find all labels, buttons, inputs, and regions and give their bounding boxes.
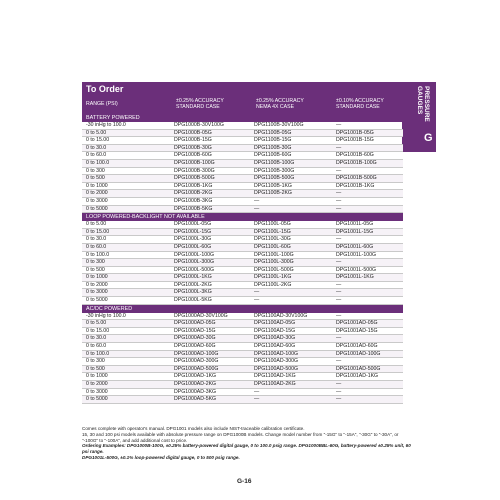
- cell-standard-010: DPG1001L-100G: [336, 251, 377, 258]
- cell-range: 0 to 300: [86, 167, 105, 174]
- cell-standard-010: —: [336, 281, 342, 288]
- cell-standard-025: DPG1000AD-2KG: [174, 381, 217, 387]
- cell-standard-010: DPG1001B-500G: [336, 175, 377, 182]
- table-row: [82, 152, 403, 160]
- cell-range: 0 to 5000: [86, 396, 108, 403]
- cell-standard-010: —: [336, 144, 342, 151]
- table-row: [82, 198, 403, 206]
- table-row: [82, 396, 403, 404]
- table-row: [82, 351, 403, 359]
- cell-standard-010: DPG1001B-60G: [336, 152, 374, 159]
- cell-range: 0 to 2000: [86, 281, 108, 288]
- cell-range: 0 to 1000: [86, 373, 108, 380]
- to-order-table: [82, 82, 403, 404]
- cell-range: 0 to 15.00: [86, 327, 110, 334]
- cell-standard-025: DPG1000B-500G: [174, 175, 215, 182]
- cell-range: 0 to 3000: [86, 289, 108, 296]
- cell-standard-010: DPG1001L-1KG: [336, 274, 374, 281]
- footnote-3: Ordering Examples: DPG1000B-100G, ±0.25% battery-powered digital gauge, 0 to 100.0 psig range. DPG1000BBL-60G, battery-powered ±0.25% unit, 60 psi range.: [82, 443, 411, 455]
- cell-nema-025: DPG1100L-30G: [254, 236, 291, 243]
- cell-range: 0 to 30.0: [86, 236, 107, 243]
- cell-standard-025: DPG1000L-5KG: [174, 297, 212, 304]
- cell-standard-025: DPG1000B-300G: [174, 167, 215, 174]
- cell-range: 0 to 2000: [86, 190, 108, 197]
- table-row: [82, 267, 403, 275]
- cell-standard-010: DPG1001AD-05G: [336, 320, 378, 327]
- cell-nema-025: DPG1100L-60G: [254, 243, 291, 250]
- cell-range: 0 to 3000: [86, 388, 108, 395]
- cell-range: 0 to 500: [86, 365, 105, 372]
- section-tab-pressure-gauges: [402, 82, 436, 152]
- cell-standard-010: —: [336, 167, 342, 174]
- cell-nema-025: DPG1100AD-1KG: [254, 373, 296, 380]
- cell-range: 0 to 100.0: [86, 251, 110, 258]
- cell-nema-025: —: [254, 197, 260, 204]
- table-row: [82, 229, 403, 237]
- cell-standard-010: —: [336, 122, 342, 128]
- cell-nema-025: —: [254, 396, 260, 403]
- cell-standard-010: DPG1001B-1KG: [336, 182, 375, 189]
- table-row: [82, 335, 403, 343]
- table-row: [82, 244, 403, 252]
- header-standard-025: ±0.25% ACCURACY STANDARD CASE: [176, 98, 224, 110]
- cell-standard-025: DPG1000L-300G: [174, 259, 215, 266]
- cell-standard-025: DPG1000B-60G: [174, 152, 212, 159]
- cell-range: 0 to 15.00: [86, 137, 110, 144]
- cell-range: -30 inHg to 100.0: [86, 312, 126, 319]
- table-body: [82, 114, 403, 404]
- cell-standard-025: DPG1000B-3KG: [174, 197, 213, 204]
- cell-nema-025: DPG1100B-30V100G: [254, 122, 304, 128]
- table-row: [82, 206, 403, 214]
- cell-standard-010: —: [336, 197, 342, 204]
- cell-nema-025: DPG1100L-500G: [254, 266, 294, 273]
- cell-nema-025: DPG1100L-2KG: [254, 281, 292, 288]
- table-row: [82, 175, 403, 183]
- table-row: [82, 160, 403, 168]
- cell-standard-025: DPG1000AD-5KG: [174, 396, 217, 403]
- cell-standard-010: —: [336, 289, 342, 296]
- section-header: AC/DC POWERED: [82, 305, 403, 313]
- cell-nema-025: DPG1100AD-2KG: [254, 381, 296, 387]
- cell-range: 0 to 30.0: [86, 144, 107, 151]
- cell-range: 0 to 300: [86, 358, 105, 365]
- cell-standard-025: DPG1000L-30G: [174, 236, 212, 243]
- cell-standard-025: DPG1000L-500G: [174, 266, 215, 273]
- cell-nema-025: DPG1100B-30G: [254, 144, 292, 151]
- section-tab-label: PRESSURE GAUGES: [416, 86, 430, 122]
- table-row: [82, 381, 403, 389]
- cell-standard-025: DPG1000AD-15G: [174, 327, 216, 334]
- cell-range: -30 inHg to 100.0: [86, 122, 126, 128]
- table-row: [82, 358, 403, 366]
- cell-standard-025: DPG1000L-3KG: [174, 289, 212, 296]
- table-row: [82, 145, 403, 153]
- cell-range: 0 to 60.0: [86, 343, 107, 350]
- cell-nema-025: DPG1100AD-30V100G: [254, 312, 308, 319]
- table-row: [82, 183, 403, 191]
- cell-standard-010: DPG1001L-60G: [336, 243, 374, 250]
- section-rows: [82, 122, 403, 213]
- cell-range: 0 to 5.00: [86, 320, 107, 327]
- cell-standard-025: DPG1000B-30V100G: [174, 122, 224, 128]
- cell-nema-025: DPG1100B-2KG: [254, 190, 292, 197]
- cell-standard-010: DPG1001AD-60G: [336, 343, 378, 350]
- cell-nema-025: DPG1100AD-300G: [254, 358, 299, 365]
- cell-standard-025: DPG1000B-2KG: [174, 190, 213, 197]
- table-row: [82, 221, 403, 229]
- cell-standard-025: DPG1000L-2KG: [174, 281, 212, 288]
- cell-standard-010: —: [336, 236, 342, 243]
- cell-range: 0 to 60.0: [86, 152, 107, 159]
- cell-range: 0 to 1000: [86, 274, 108, 281]
- cell-standard-010: —: [336, 297, 342, 304]
- cell-standard-010: DPG1001L-500G: [336, 266, 377, 273]
- section-header: LOOP POWERED-BACKLIGHT NOT AVAILABLE: [82, 213, 403, 221]
- cell-range: 0 to 30.0: [86, 335, 107, 342]
- cell-nema-025: DPG1100L-15G: [254, 228, 291, 235]
- cell-range: 0 to 500: [86, 175, 105, 182]
- header-nema-025: ±0.25% ACCURACY NEMA 4X CASE: [256, 98, 304, 110]
- cell-standard-025: DPG1000AD-05G: [174, 320, 216, 327]
- table-row: [82, 313, 403, 321]
- cell-standard-010: DPG1001AD-1KG: [336, 373, 379, 380]
- table-row: [82, 282, 403, 290]
- section-header: BATTERY POWERED: [82, 114, 403, 122]
- cell-range: 0 to 5000: [86, 297, 108, 304]
- cell-standard-010: DPG1001L-05G: [336, 221, 374, 228]
- cell-standard-025: DPG1000AD-1KG: [174, 373, 217, 380]
- section-rows: [82, 221, 403, 305]
- cell-nema-025: DPG1100B-60G: [254, 152, 292, 159]
- table-row: [82, 297, 403, 305]
- cell-nema-025: DPG1100B-500G: [254, 175, 295, 182]
- cell-nema-025: DPG1100L-05G: [254, 221, 291, 228]
- cell-standard-010: —: [336, 259, 342, 266]
- table-row: [82, 252, 403, 260]
- cell-standard-025: DPG1000L-05G: [174, 221, 212, 228]
- cell-standard-025: DPG1000B-15G: [174, 137, 212, 144]
- cell-standard-025: DPG1000B-05G: [174, 129, 212, 136]
- table-row: [82, 274, 403, 282]
- cell-standard-025: DPG1000AD-60G: [174, 343, 216, 350]
- table-row: [82, 289, 403, 297]
- table-title: To Order: [82, 82, 403, 96]
- cell-range: 0 to 100.0: [86, 350, 110, 357]
- cell-standard-010: DPG1001AD-100G: [336, 350, 381, 357]
- cell-standard-010: DPG1001B-100G: [336, 159, 377, 166]
- footnote-2: 15, 30 and 100 psi models available with absolute pressure range on DPG1000B models. Change model number from "-15G" to "-15A", "-30G" to "-30A", or "-100G" to "-100A", and add additional cost to price.: [82, 431, 399, 443]
- cell-standard-010: —: [336, 190, 342, 197]
- cell-standard-010: —: [336, 205, 342, 212]
- cell-standard-025: DPG1000AD-100G: [174, 350, 219, 357]
- cell-standard-025: DPG1000AD-300G: [174, 358, 219, 365]
- table-row: [82, 259, 403, 267]
- cell-nema-025: DPG1100B-05G: [254, 129, 292, 136]
- header-range: RANGE (PSI): [86, 101, 118, 108]
- page-number: G-16: [237, 478, 252, 485]
- cell-standard-025: DPG1000AD-30G: [174, 335, 216, 342]
- cell-standard-010: —: [336, 396, 342, 403]
- cell-range: 0 to 300: [86, 259, 105, 266]
- cell-nema-025: DPG1100AD-500G: [254, 365, 299, 372]
- cell-standard-025: DPG1000AD-30V100G: [174, 312, 228, 319]
- cell-nema-025: DPG1100L-1KG: [254, 274, 292, 281]
- table-row: [82, 236, 403, 244]
- cell-range: 0 to 5000: [86, 205, 108, 212]
- table-row: [82, 320, 403, 328]
- cell-nema-025: DPG1100AD-05G: [254, 320, 296, 327]
- table-row: [82, 137, 403, 145]
- table-row: [82, 328, 403, 336]
- cell-standard-010: —: [336, 312, 342, 319]
- cell-standard-025: DPG1000L-100G: [174, 251, 215, 258]
- cell-nema-025: —: [254, 297, 260, 304]
- cell-range: 0 to 2000: [86, 381, 108, 387]
- cell-nema-025: DPG1100AD-15G: [254, 327, 296, 334]
- cell-nema-025: DPG1100B-300G: [254, 167, 295, 174]
- cell-standard-025: DPG1000L-15G: [174, 228, 212, 235]
- cell-nema-025: DPG1100AD-60G: [254, 343, 296, 350]
- cell-range: 0 to 3000: [86, 197, 108, 204]
- cell-standard-025: DPG1000B-1KG: [174, 182, 213, 189]
- table-header-row: [82, 96, 403, 114]
- cell-standard-025: DPG1000L-1KG: [174, 274, 212, 281]
- cell-standard-010: DPG1001B-05G: [336, 129, 374, 136]
- cell-standard-010: —: [336, 358, 342, 365]
- cell-nema-025: DPG1100AD-100G: [254, 350, 299, 357]
- footnote-1: Comes complete with operator's manual. DPG1001 models also include NIST-traceable calibration certificate.: [82, 426, 305, 431]
- cell-standard-025: DPG1000B-30G: [174, 144, 212, 151]
- cell-standard-025: DPG1000B-100G: [174, 159, 215, 166]
- table-row: [82, 343, 403, 351]
- table-row: [82, 130, 403, 138]
- cell-nema-025: DPG1100B-1KG: [254, 182, 292, 189]
- table-row: [82, 366, 403, 374]
- cell-standard-010: DPG1001L-15G: [336, 228, 374, 235]
- cell-standard-010: —: [336, 388, 342, 395]
- header-standard-010: ±0.10% ACCURACY STANDARD CASE: [336, 98, 384, 110]
- cell-range: 0 to 500: [86, 266, 105, 273]
- cell-standard-010: DPG1001AD-500G: [336, 365, 381, 372]
- cell-nema-025: —: [254, 289, 260, 296]
- table-row: [82, 389, 403, 397]
- footnotes: [82, 426, 412, 461]
- cell-standard-010: DPG1001AD-15G: [336, 327, 378, 334]
- cell-standard-025: DPG1000AD-500G: [174, 365, 219, 372]
- table-row: [82, 190, 403, 198]
- footnote-4: DPG1001L-500G, ±0.1% loop-powered digital gauge, 0 to 500 psig range.: [82, 454, 240, 460]
- cell-nema-025: DPG1100B-100G: [254, 159, 295, 166]
- cell-range: 0 to 60.0: [86, 243, 107, 250]
- section-tab-letter: G: [424, 132, 433, 144]
- cell-nema-025: —: [254, 388, 260, 395]
- cell-range: 0 to 100.0: [86, 159, 110, 166]
- table-row: [82, 373, 403, 381]
- cell-nema-025: DPG1100L-100G: [254, 251, 294, 258]
- cell-nema-025: DPG1100B-15G: [254, 137, 292, 144]
- cell-nema-025: DPG1100AD-30G: [254, 335, 296, 342]
- cell-standard-025: DPG1000B-5KG: [174, 205, 213, 212]
- cell-standard-025: DPG1000AD-3KG: [174, 388, 217, 395]
- cell-range: 0 to 1000: [86, 182, 108, 189]
- cell-standard-010: DPG1001B-15G: [336, 137, 374, 144]
- cell-range: 0 to 5.00: [86, 221, 107, 228]
- cell-standard-025: DPG1000L-60G: [174, 243, 212, 250]
- cell-nema-025: DPG1100L-300G: [254, 259, 294, 266]
- table-row: [82, 122, 403, 130]
- table-row: [82, 168, 403, 176]
- cell-standard-010: —: [336, 381, 342, 387]
- cell-nema-025: —: [254, 205, 260, 212]
- cell-standard-010: —: [336, 335, 342, 342]
- cell-range: 0 to 5.00: [86, 129, 107, 136]
- cell-range: 0 to 15.00: [86, 228, 110, 235]
- section-rows: [82, 313, 403, 404]
